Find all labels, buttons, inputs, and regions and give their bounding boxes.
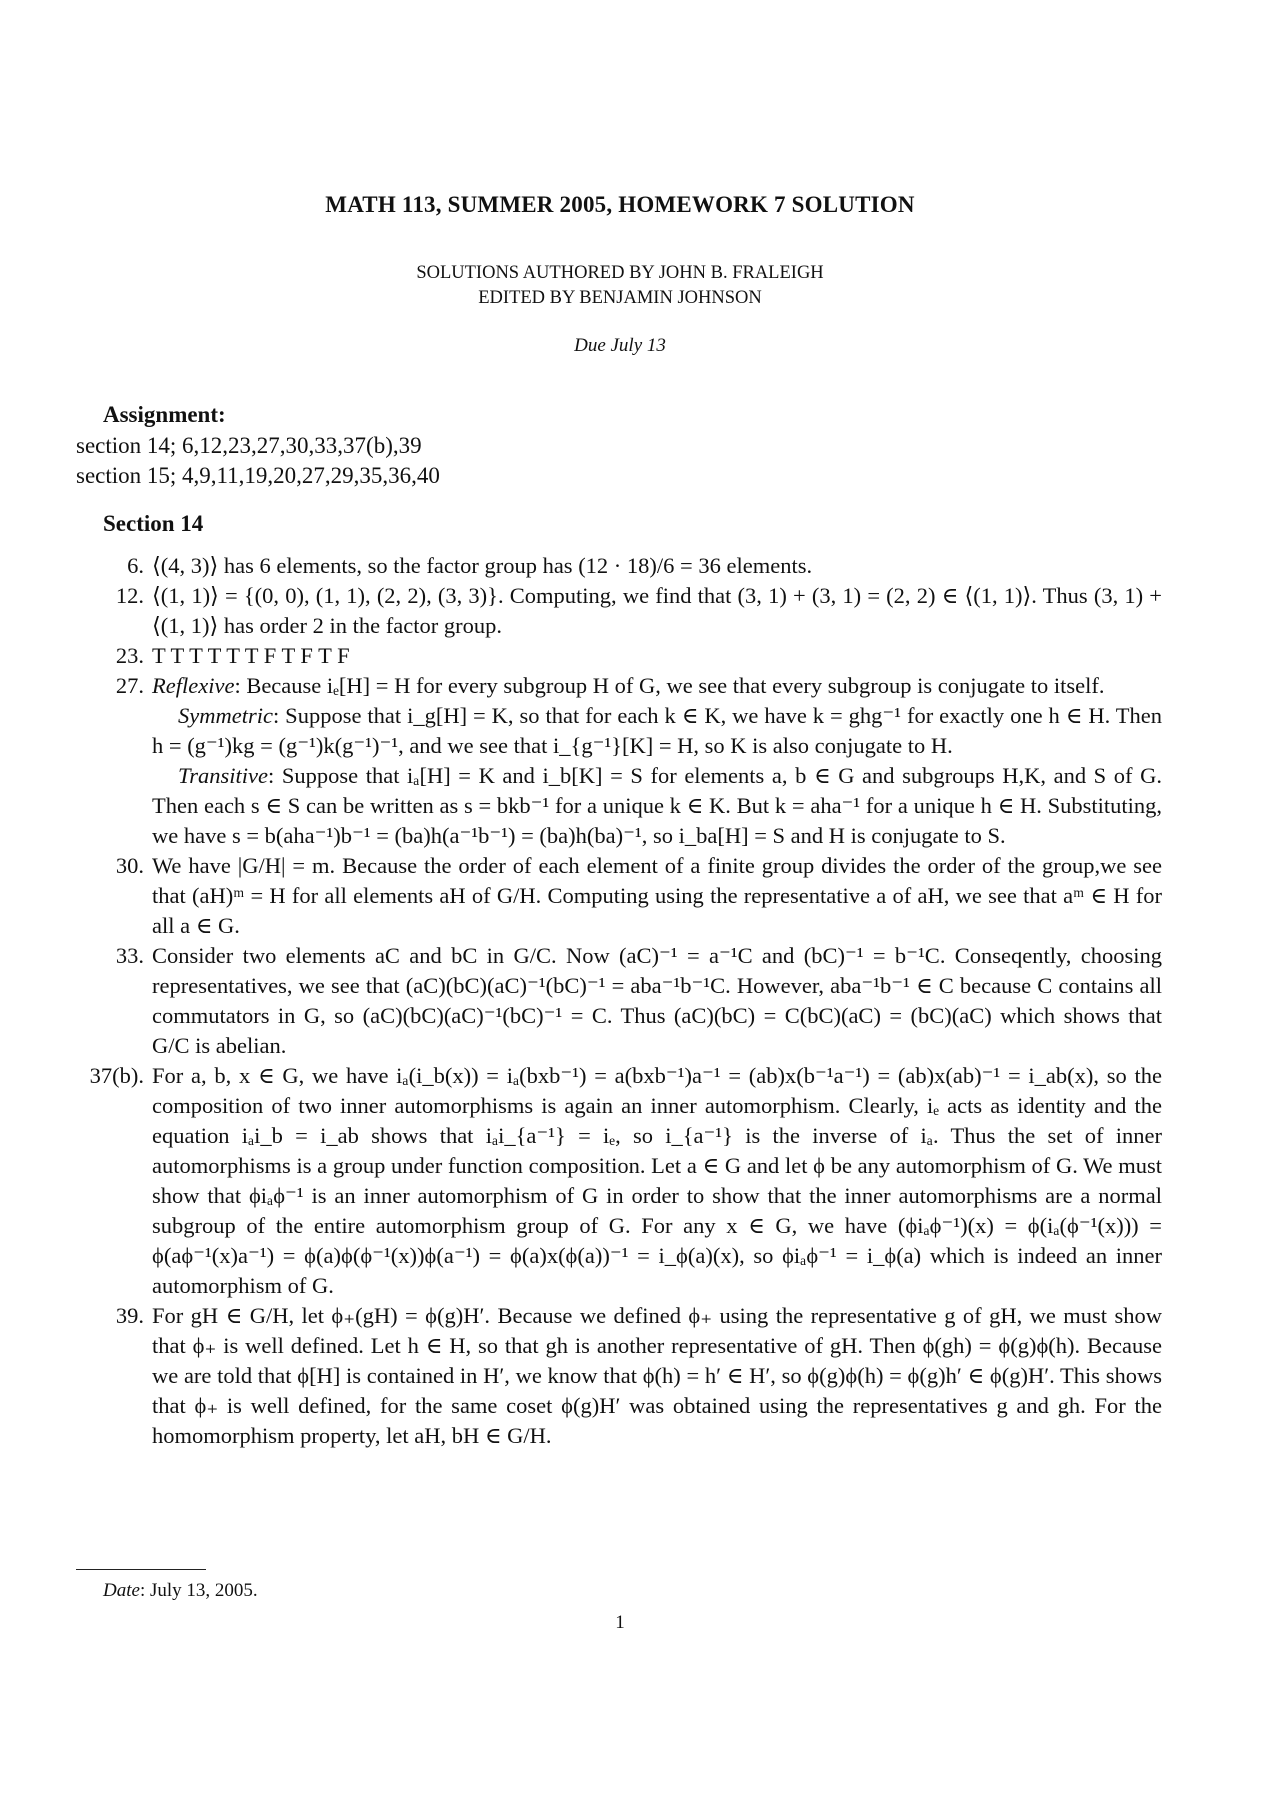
problem-list [72,551,1162,1451]
problem-number: 6. [127,553,144,578]
transitive-label: Transitive [178,763,269,788]
symmetric-text: : Suppose that i_g[H] = K, so that for each k ∈ K, we have k = ghg⁻¹ for exactly one h ∈ H. Then h = (g⁻¹)kg = (g⁻¹)k(g⁻¹)⁻¹, and we see that i_{g⁻¹}[K] = H, so K is also conjugate to H. [152,703,1162,758]
assignment-line: section 15; 4,9,11,19,20,27,29,35,36,40 [76,463,440,488]
problem-number: 33. [115,943,144,968]
problem-item [72,941,1162,1061]
problem-item [72,1301,1162,1451]
problem-number: 27. [115,673,144,698]
footnote-rule [76,1569,206,1570]
problem-text: For gH ∈ G/H, let ϕ₊(gH) = ϕ(g)H′. Because we defined ϕ₊ using the representative g of gH, we must show that ϕ₊ is well defined. Let h ∈ H, so that gh is another representative of gH. Then ϕ(gh) = ϕ(g)ϕ(h). Because we are told that ϕ[H] is contained in H′, we know that ϕ(h) = h′ ∈ H′, so ϕ(g)ϕ(h) = ϕ(g)h′ ∈ ϕ(g)H′. This shows that ϕ₊ is well defined, for the same coset ϕ(g)H′ was obtained using the representatives g and gh. For the homomorphism property, let aH, bH ∈ G/H. [152,1303,1162,1448]
footnote-label: Date [103,1580,140,1601]
footnote-text: : July 13, 2005. [139,1580,258,1601]
symmetric-paragraph [152,701,1162,761]
assignment-heading: Assignment: [103,402,226,427]
reflexive-text: : Because iₑ[H] = H for every subgroup H of G, we see that every subgroup is conjugate to itself. [234,673,1105,698]
problem-item [72,551,1162,581]
due-date: Due July 13 [574,335,666,356]
problem-text: ⟨(1, 1)⟩ = {(0, 0), (1, 1), (2, 2), (3, 3)}. Computing, we find that (3, 1) + (3, 1) = (2, 2) ∈ ⟨(1, 1)⟩. Thus (3, 1) + ⟨(1, 1)⟩ has order 2 in the factor group. [152,583,1162,638]
problem-text: For a, b, x ∈ G, we have iₐ(i_b(x)) = iₐ(bxb⁻¹) = a(bxb⁻¹)a⁻¹ = (ab)x(b⁻¹a⁻¹) = (ab)x(ab)⁻¹ = i_ab(x), so the composition of two inner automorphisms is again an inner automorphism. Clearly, iₑ acts as identity and the equation iₐi_b = i_ab shows that iₐi_{a⁻¹} = iₑ, so i_{a⁻¹} is the inverse of iₐ. Thus the set of inner automorphisms is a group under function composition. Let a ∈ G and let ϕ be any automorphism of G. We must show that ϕiₐϕ⁻¹ is an inner automorphism of G in order to show that the inner automorphisms are a normal subgroup of the entire automorphism group of G. For any x ∈ G, we have (ϕiₐϕ⁻¹)(x) = ϕ(iₐ(ϕ⁻¹(x))) = ϕ(aϕ⁻¹(x)a⁻¹) = ϕ(a)ϕ(ϕ⁻¹(x))ϕ(a⁻¹) = ϕ(a)x(ϕ(a))⁻¹ = i_ϕ(a)(x), so ϕiₐϕ⁻¹ = i_ϕ(a) which is indeed an inner automorphism of G. [152,1063,1162,1298]
editor-line: EDITED BY BENJAMIN JOHNSON [478,288,762,308]
problem-text: ⟨(4, 3)⟩ has 6 elements, so the factor group has (12 · 18)/6 = 36 elements. [152,553,813,578]
problem-number: 23. [115,643,144,668]
authors-line: SOLUTIONS AUTHORED BY JOHN B. FRALEIGH [416,263,824,283]
problem-item [72,1061,1162,1301]
reflexive-paragraph [152,671,1162,701]
problem-number: 30. [115,853,144,878]
problem-text: We have |G/H| = m. Because the order of each element of a finite group divides the order of the group,we see that (aH)ᵐ = H for all elements aH of G/H. Computing using the representative a of aH, we see that aᵐ ∈ H for all a ∈ G. [152,853,1162,938]
footnote [103,1580,258,1602]
problem-number: 12. [115,583,144,608]
transitive-paragraph [152,761,1162,851]
page-number: 1 [615,1612,625,1633]
problem-text: T T T T T T F T F T F [152,643,350,668]
symmetric-label: Symmetric [178,703,273,728]
section-heading: Section 14 [103,511,204,536]
authors-block [0,261,1240,311]
reflexive-label: Reflexive [152,673,235,698]
page-title: MATH 113, SUMMER 2005, HOMEWORK 7 SOLUTION [325,192,915,217]
problem-number: 37(b). [89,1063,144,1088]
assignment-line: section 14; 6,12,23,27,30,33,37(b),39 [76,433,422,458]
problem-item [72,851,1162,941]
problem-text: Consider two elements aC and bC in G/C. Now (aC)⁻¹ = a⁻¹C and (bC)⁻¹ = b⁻¹C. Conseqently, choosing representatives, we see that (aC)(bC)(aC)⁻¹(bC)⁻¹ = aba⁻¹b⁻¹C. However, aba⁻¹b⁻¹ ∈ C because C contains all commutators in G, so (aC)(bC)(aC)⁻¹(bC)⁻¹ = C. Thus (aC)(bC) = C(bC)(aC) = (bC)(aC) which shows that G/C is abelian. [152,943,1162,1058]
problem-item [72,581,1162,641]
problem-item [72,641,1162,671]
transitive-text: : Suppose that iₐ[H] = K and i_b[K] = S for elements a, b ∈ G and subgroups H,K, and S of G. Then each s ∈ S can be written as s = bkb⁻¹ for a unique k ∈ K. But k = aha⁻¹ for a unique h ∈ H. Substituting, we have s = b(aha⁻¹)b⁻¹ = (ba)h(a⁻¹b⁻¹) = (ba)h(ba)⁻¹, so i_ba[H] = S and H is conjugate to S. [152,763,1162,848]
problem-item [72,671,1162,851]
problem-number: 39. [115,1303,144,1328]
problem-text [152,671,1162,851]
